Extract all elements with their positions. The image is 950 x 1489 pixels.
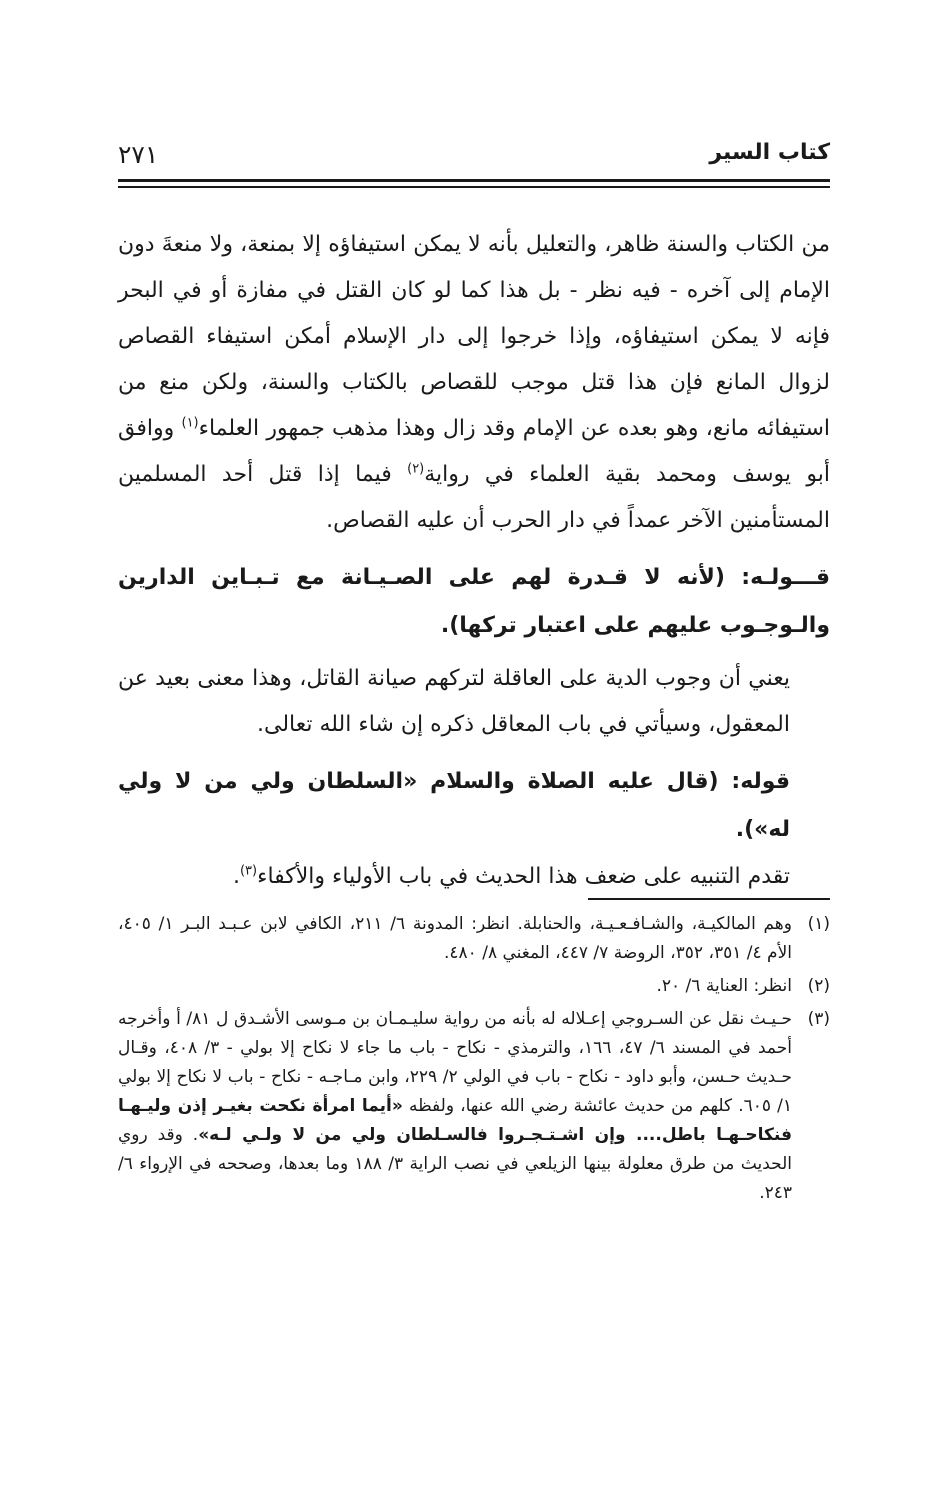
footnote-3-number: (٣)	[807, 1009, 830, 1029]
running-title: كتاب السير	[709, 140, 830, 165]
footnote-ref-2: (٢)	[407, 461, 425, 477]
footnote-2	[118, 972, 830, 1001]
footnote-1	[118, 910, 830, 968]
paragraph-4-text: تقدم التنبيه على ضعف هذا الحديث في باب الأولياء والأكفاء	[257, 864, 790, 889]
footnote-1-text: وهم المالكيـة، والشـافـعـيـة، والحنابلة. انظر: المدونة ٦/ ٢١١، الكافي لابن عـبـد البـر ١/ ٤٠٥، الأم ٤/ ٣٥١، ٣٥٢، الروضة ٧/ ٤٤٧، المغني ٨/ ٤٨٠.	[118, 914, 792, 963]
footnote-3-text	[118, 1005, 792, 1208]
footnote-2-number: (٢)	[807, 976, 830, 996]
footnote-1-number: (١)	[807, 914, 830, 934]
footnote-2-text: انظر: العناية ٦/ ٢٠.	[656, 976, 792, 996]
paragraph-4-end: .	[232, 864, 240, 889]
paragraph-1-text: من الكتاب والسنة ظاهر، والتعليل بأنه لا يمكن استيفاؤه إلا بمنعة، ولا منعةَ دون الإمام إلى آخره - فيه نظر - بل هذا كما لو كان القتل في مفازة أو في البحر فإنه لا يمكن استيفاؤه، وإذا خرجوا إلى دار الإسلام أمكن استيفاء القصاص لزوال المانع فإن هذا قتل موجب للقصاص بالكتاب والسنة، ولكن منع من استيفائه مانع، وهو بعده عن الإمام وقد زال وهذا مذهب جمهور العلماء	[118, 232, 831, 441]
footnote-3	[118, 1005, 830, 1208]
page-number: ٢٧١	[118, 140, 159, 169]
footnotes	[118, 910, 830, 1212]
footnote-3-text-start: حـيـث نقل عن السـروجي إعـلاله له بأنه من رواية سليـمـان بن مـوسى الأشـدق ل ٨١/ أ وأخرجه أحمد في المسند ٦/ ٤٧، ١٦٦، والترمذي - نكاح - باب ما جاء لا نكاح إلا بولي - ٣/ ٤٠٨، وقـال حـديث حـسن، وأبو داود - نكاح - باب في الولي ٢/ ٢٢٩، وابن مـاجـه - نكاح - باب لا نكاح إلا بولي ١/ ٦٠٥. كلهم من حديث عائشة رضي الله عنها، ولفظه	[118, 1009, 793, 1116]
footnote-separator	[588, 898, 830, 900]
paragraph-2-end: فيما إذا قتل أحد المسلمين المستأمنين الآخر عمداً في دار الحرب أن عليه القصاص.	[118, 462, 830, 533]
paragraph-3: يعني أن وجوب الدية على العاقلة لتركهم صيانة القاتل، وهذا معنى بعيد عن المعقول، وسيأتي في باب المعاقل ذكره إن شاء الله تعالى.	[118, 666, 790, 737]
header-rule-bottom	[118, 186, 830, 188]
footnote-3-hadith-quote: «أيما امرأة نكحت بغيـر إذن وليـهـا فنكاحـهـا باطل.... وإن اشـتـجـروا فالسـلطان ولي من لا ولـي لـه»	[118, 1096, 792, 1145]
footnote-ref-1: (١)	[181, 415, 199, 431]
paragraph-4	[118, 854, 830, 900]
footnote-ref-3: (٣)	[239, 863, 258, 879]
paragraph-1	[118, 222, 830, 544]
paragraph-2-start: ووافق أبو يوسف ومحمد بقية العلماء في رواية	[118, 416, 830, 487]
header-rule-top	[118, 179, 830, 182]
commentary-heading-1: قـــولـه: (لأنه لا قـدرة لهم على الصـيـانة مع تـبـاين الدارين والـوجـوب عليهم على اعتبار تركها).	[118, 565, 830, 638]
footnote-3-text-end: . وقد روي الحديث من طرق معلولة بينها الزيلعي في نصب الراية ٣/ ١٨٨ وما بعدها، وصححه في الإرواء ٦/ ٢٤٣.	[118, 1125, 792, 1203]
commentary-heading-2: قوله: (قال عليه الصلاة والسلام «السلطان ولي من لا ولي له»).	[118, 769, 790, 842]
main-text	[118, 222, 830, 900]
